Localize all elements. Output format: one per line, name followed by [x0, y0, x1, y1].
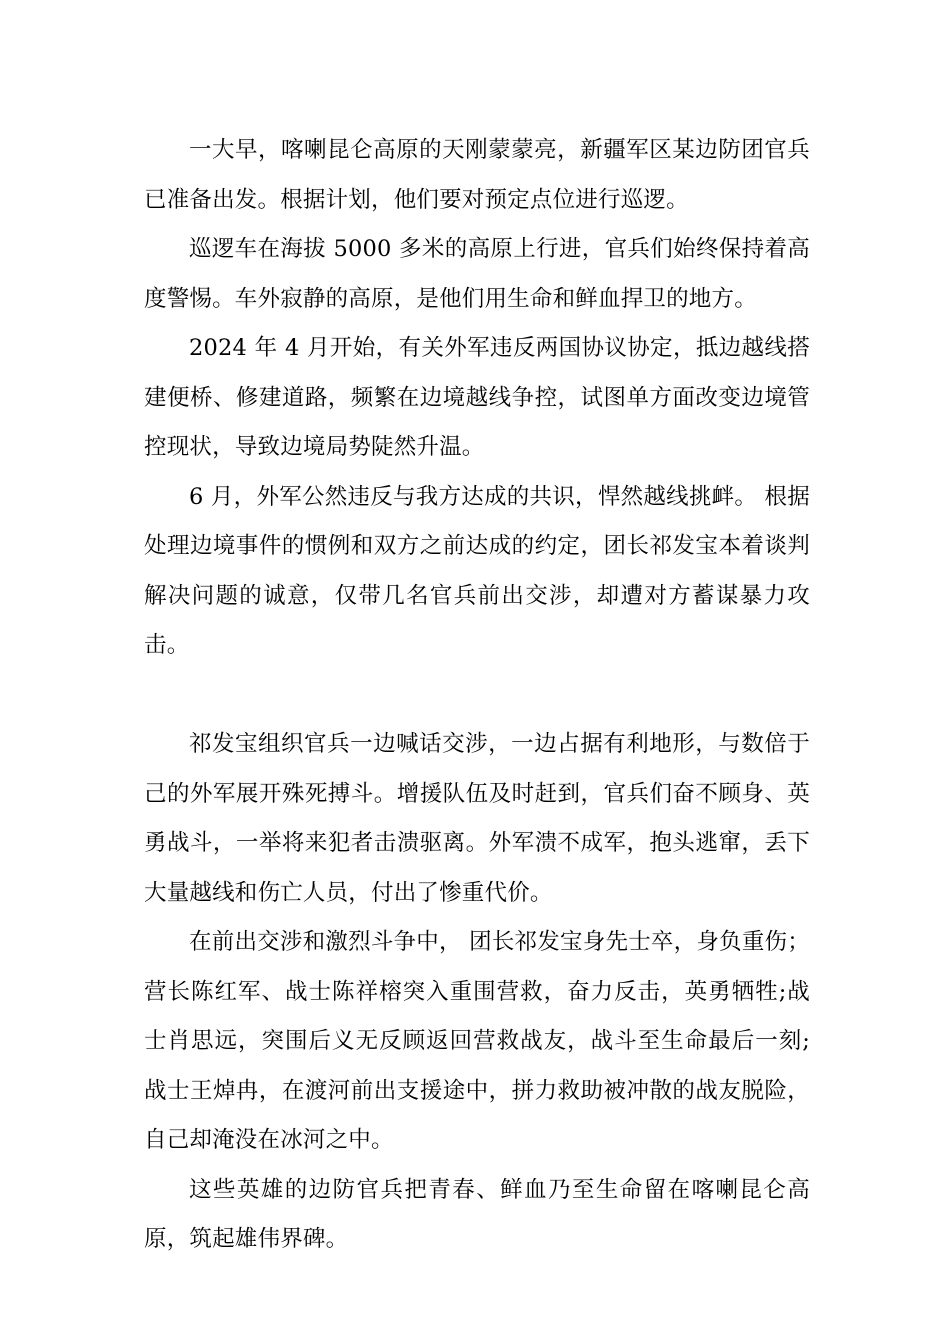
document-page — [144, 126, 810, 1265]
paragraph-spacer — [144, 671, 810, 721]
paragraph-2: 巡逻车在海拔 5000 多米的高原上行进，官兵们始终保持着高度警惕。车外寂静的高原，是他们用生命和鲜血捍卫的地方。 — [144, 236, 810, 312]
paragraph-4: 6 月，外军公然违反与我方达成的共识，悍然越线挑衅。 根据处理边境事件的惯例和双方之前达成的约定，团长祁发宝本着谈判解决问题的诚意，仅带几名官兵前出交涉，却遭对方蓄谋暴力攻击。 — [144, 483, 810, 658]
paragraph-1: 一大早，喀喇昆仑高原的天刚蒙蒙亮，新疆军区某边防团官兵已准备出发。根据计划，他们要对预定点位进行巡逻。 — [144, 137, 810, 213]
paragraph-5: 祁发宝组织官兵一边喊话交涉，一边占据有利地形，与数倍于己的外军展开殊死搏斗。增援队伍及时赶到，官兵们奋不顾身、英勇战斗，一举将来犯者击溃驱离。外军溃不成军，抱头逃窜，丢下大量越线和伤亡人员，付出了惨重代价。 — [144, 731, 810, 906]
paragraph-7: 这些英雄的边防官兵把青春、鲜血乃至生命留在喀喇昆仑高原，筑起雄伟界碑。 — [144, 1176, 810, 1252]
paragraph-3: 2024 年 4 月开始，有关外军违反两国协议协定，抵边越线搭建便桥、修建道路，频繁在边境越线争控，试图单方面改变边境管控现状，导致边境局势陡然升温。 — [144, 335, 810, 460]
paragraph-6: 在前出交涉和激烈斗争中， 团长祁发宝身先士卒，身负重伤；营长陈红军、战士陈祥榕突入重围营救，奋力反击，英勇牺牲;战士肖思远，突围后义无反顾返回营救战友，战斗至生命最后一刻;战士王焯冉，在渡河前出支援途中，拼力救助被冲散的战友脱险，自己却淹没在冰河之中。 — [144, 929, 810, 1153]
